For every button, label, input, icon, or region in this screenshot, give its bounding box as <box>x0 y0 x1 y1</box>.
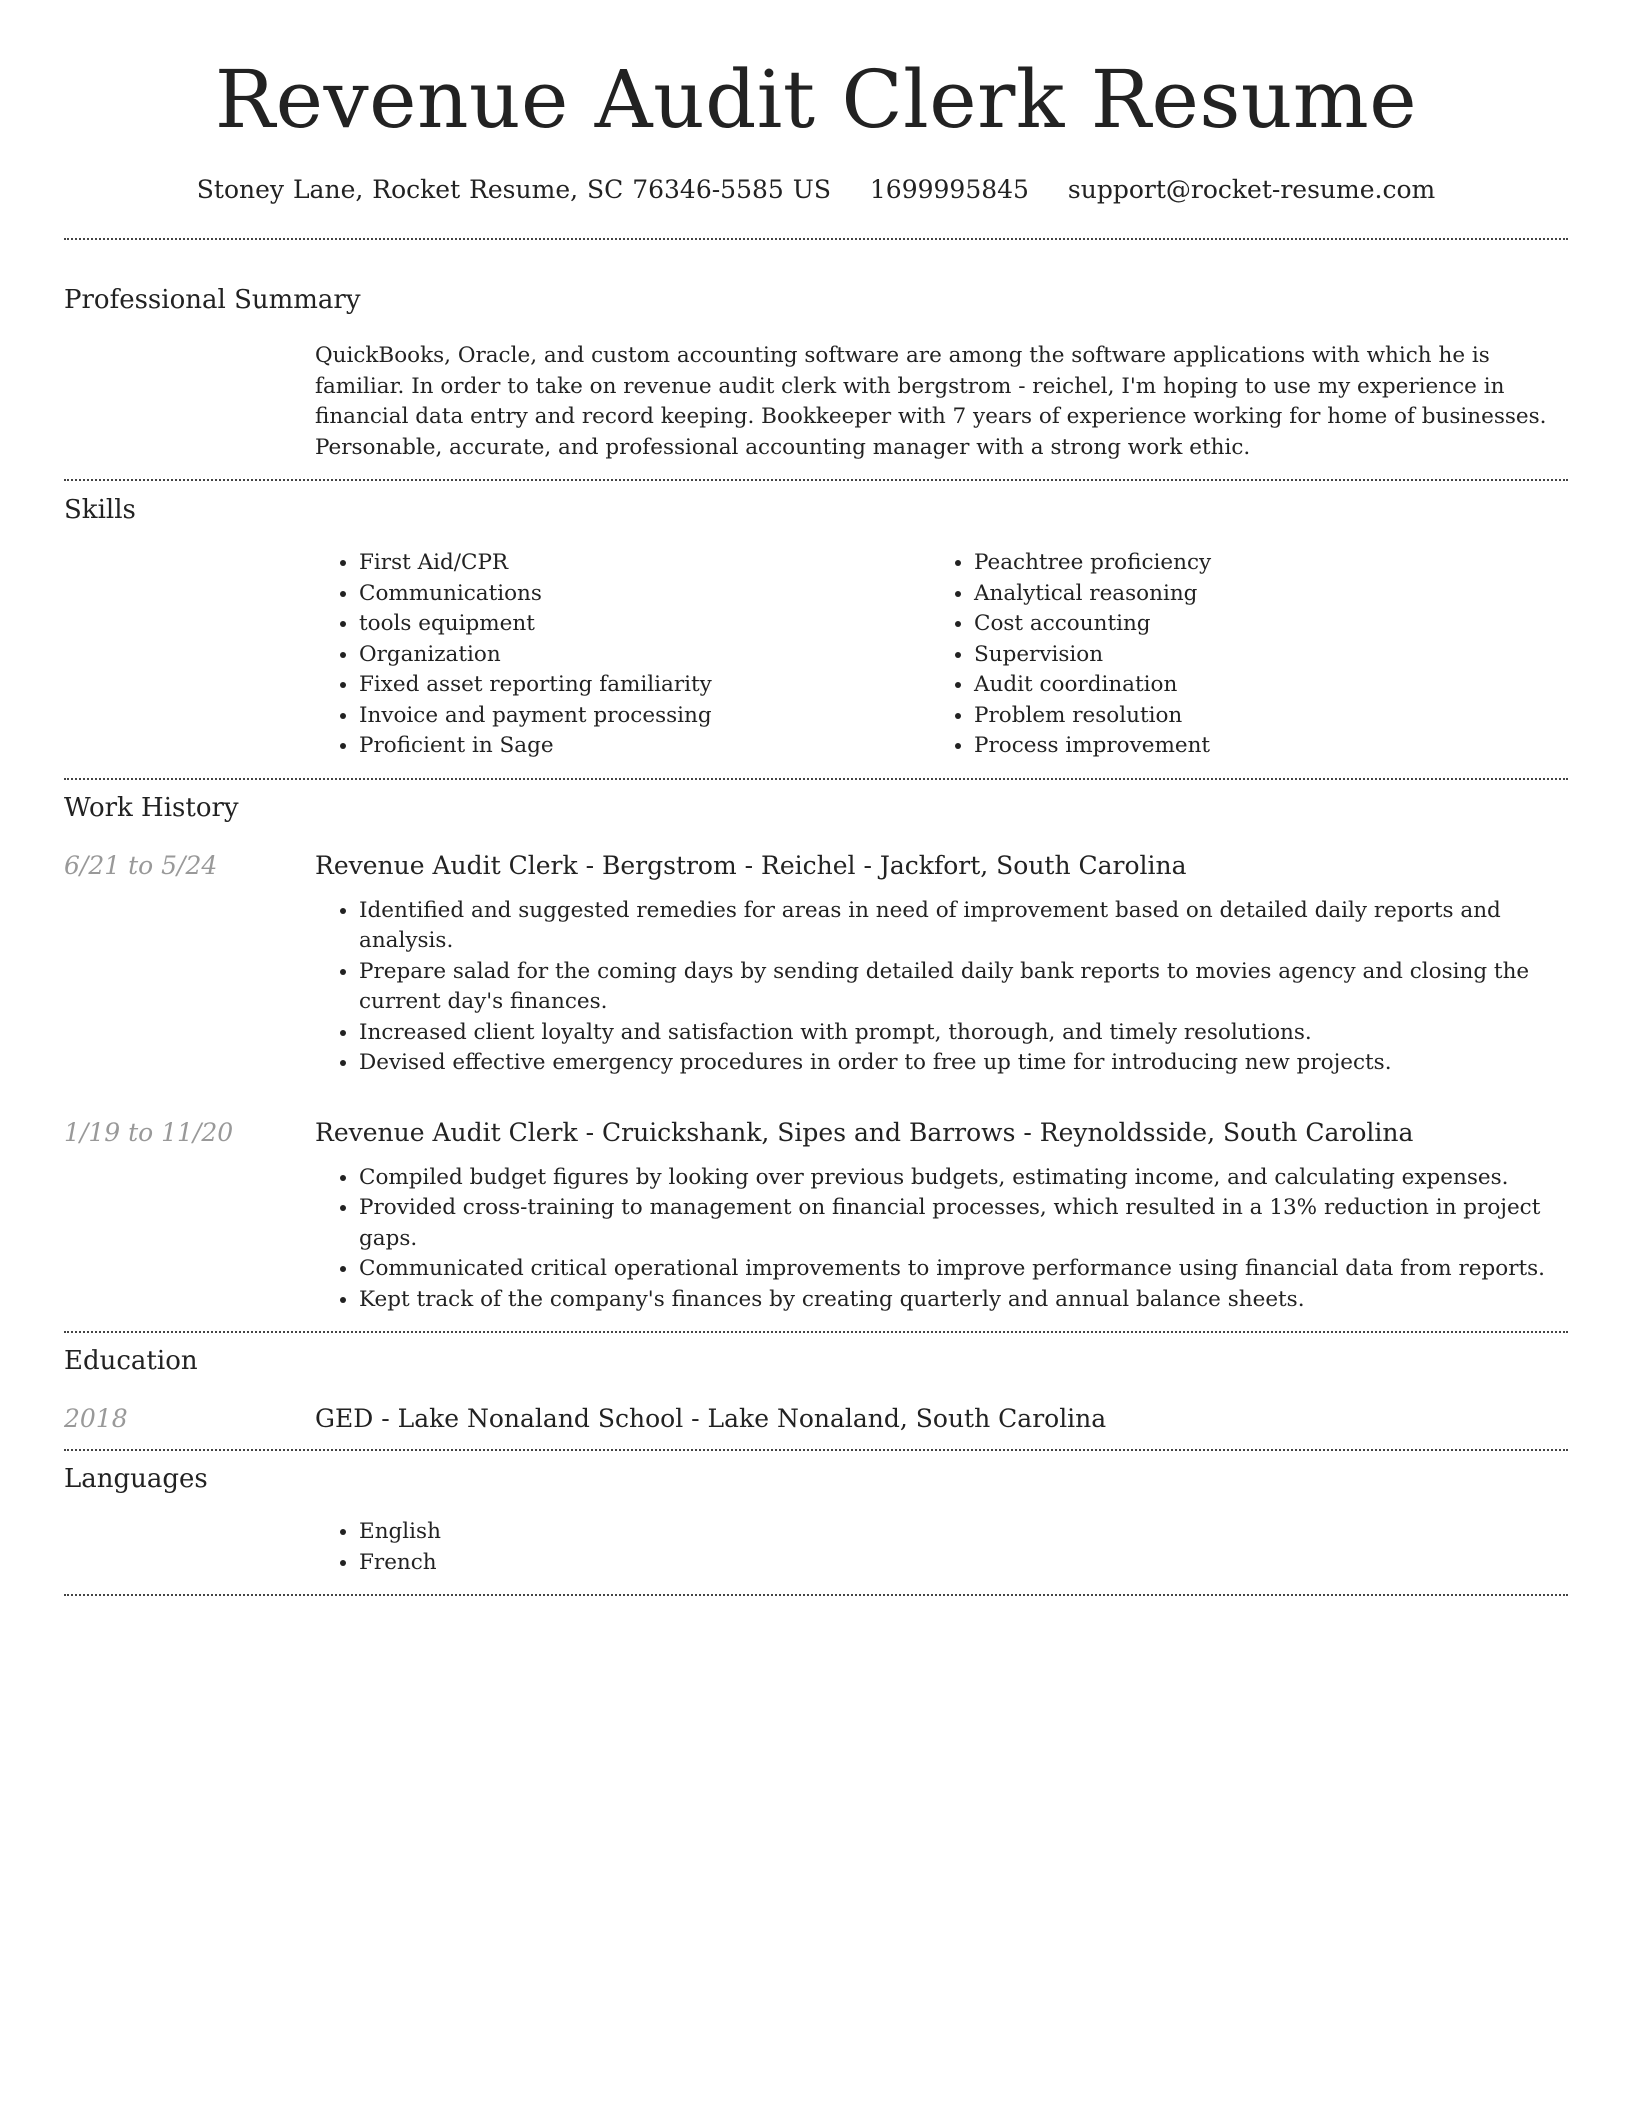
language-item: • English <box>359 1517 1568 1548</box>
resume-header <box>64 0 1568 206</box>
job-bullets <box>315 1149 1568 1316</box>
job-dates: 6/21 to 5/24 <box>64 850 218 880</box>
job-bullet: • Devised effective emergency procedures in order to free up time for introducing new projects. <box>359 1048 1568 1079</box>
skill-item: • Fixed asset reporting familiarity <box>359 670 930 701</box>
job-entry <box>64 1079 1568 1332</box>
languages-list <box>315 1517 1568 1578</box>
skill-item: • Communications <box>359 579 930 610</box>
skill-item: • Cost accounting <box>974 609 1545 640</box>
education-degree: GED - Lake Nonaland School - Lake Nonaland, South Carolina <box>315 1404 1107 1433</box>
work-heading: Work History <box>64 792 239 823</box>
education-heading: Education <box>64 1346 198 1376</box>
summary-section <box>64 240 1568 479</box>
skills-section <box>64 481 1568 778</box>
skill-item: • Proficient in Sage <box>359 731 930 762</box>
job-bullet-list <box>315 896 1568 1079</box>
contact-phone: 1699995845 <box>869 175 1029 204</box>
contact-address: Stoney Lane, Rocket Resume, SC 76346-5585 US <box>196 175 831 204</box>
job-bullet: • Increased client loyalty and satisfaction with prompt, thorough, and timely resolutions. <box>359 1018 1568 1049</box>
job-dates: 1/19 to 11/20 <box>64 1117 234 1147</box>
job-bullet: • Provided cross-training to management on financial processes, which resulted in a 13% reduction in project gaps. <box>359 1193 1568 1254</box>
languages-section <box>64 1451 1568 1594</box>
summary-text: QuickBooks, Oracle, and custom accounting software are among the software applications with which he is familiar. In order to take on revenue audit clerk with bergstrom - reichel, I'm hoping to use my experience in financial data entry and record keeping. Bookkeeper with 7 years of experience working for home of businesses. Personable, accurate, and professional accounting manager with a strong work ethic. <box>315 343 1547 460</box>
job-bullet: • Communicated critical operational improvements to improve performance using financial data from reports. <box>359 1254 1568 1285</box>
job-header <box>64 1117 1568 1149</box>
skill-item: • First Aid/CPR <box>359 548 930 579</box>
work-section <box>64 780 1568 1332</box>
contact-email: support@rocket-resume.com <box>1067 175 1436 204</box>
skill-item: • Peachtree proficiency <box>974 548 1545 579</box>
education-year: 2018 <box>64 1404 128 1433</box>
skills-left-column <box>315 548 930 762</box>
skill-item: • Problem resolution <box>974 701 1545 732</box>
education-entry <box>64 1377 1568 1449</box>
language-item: • French <box>359 1548 1568 1579</box>
skills-left-list <box>315 548 930 762</box>
languages-list-wrap <box>315 1495 1568 1594</box>
job-bullet: • Compiled budget figures by looking over previous budgets, estimating income, and calculating expenses. <box>359 1163 1568 1194</box>
job-bullets <box>315 882 1568 1079</box>
resume-title: Revenue Audit Clerk Resume <box>214 53 1418 146</box>
skill-item: • Invoice and payment processing <box>359 701 930 732</box>
job-bullet-list <box>315 1163 1568 1316</box>
education-section <box>64 1333 1568 1449</box>
skills-right-column <box>930 548 1545 762</box>
contact-line <box>64 174 1568 206</box>
skill-item: • Audit coordination <box>974 670 1545 701</box>
skill-item: • Analytical reasoning <box>974 579 1545 610</box>
summary-heading: Professional Summary <box>64 285 361 315</box>
skill-item: • tools equipment <box>359 609 930 640</box>
skills-heading: Skills <box>64 495 136 525</box>
languages-divider <box>64 1594 1568 1596</box>
skills-columns <box>315 526 1568 778</box>
job-title: Revenue Audit Clerk - Bergstrom - Reichel - Jackfort, South Carolina <box>315 850 1187 880</box>
skill-item: • Organization <box>359 640 930 671</box>
job-header <box>64 850 1568 882</box>
job-bullet: • Identified and suggested remedies for areas in need of improvement based on detailed daily reports and analysis. <box>359 896 1568 957</box>
skill-item: • Supervision <box>974 640 1545 671</box>
skill-item: • Process improvement <box>974 731 1545 762</box>
skills-right-list <box>930 548 1545 762</box>
job-bullet: • Prepare salad for the coming days by sending detailed daily bank reports to movies agency and closing the current day's finances. <box>359 957 1568 1018</box>
job-title: Revenue Audit Clerk - Cruickshank, Sipes and Barrows - Reynoldsside, South Carolina <box>315 1117 1414 1147</box>
job-entry <box>64 824 1568 1079</box>
languages-heading: Languages <box>64 1464 208 1494</box>
job-bullet: • Kept track of the company's finances by creating quarterly and annual balance sheets. <box>359 1285 1568 1316</box>
